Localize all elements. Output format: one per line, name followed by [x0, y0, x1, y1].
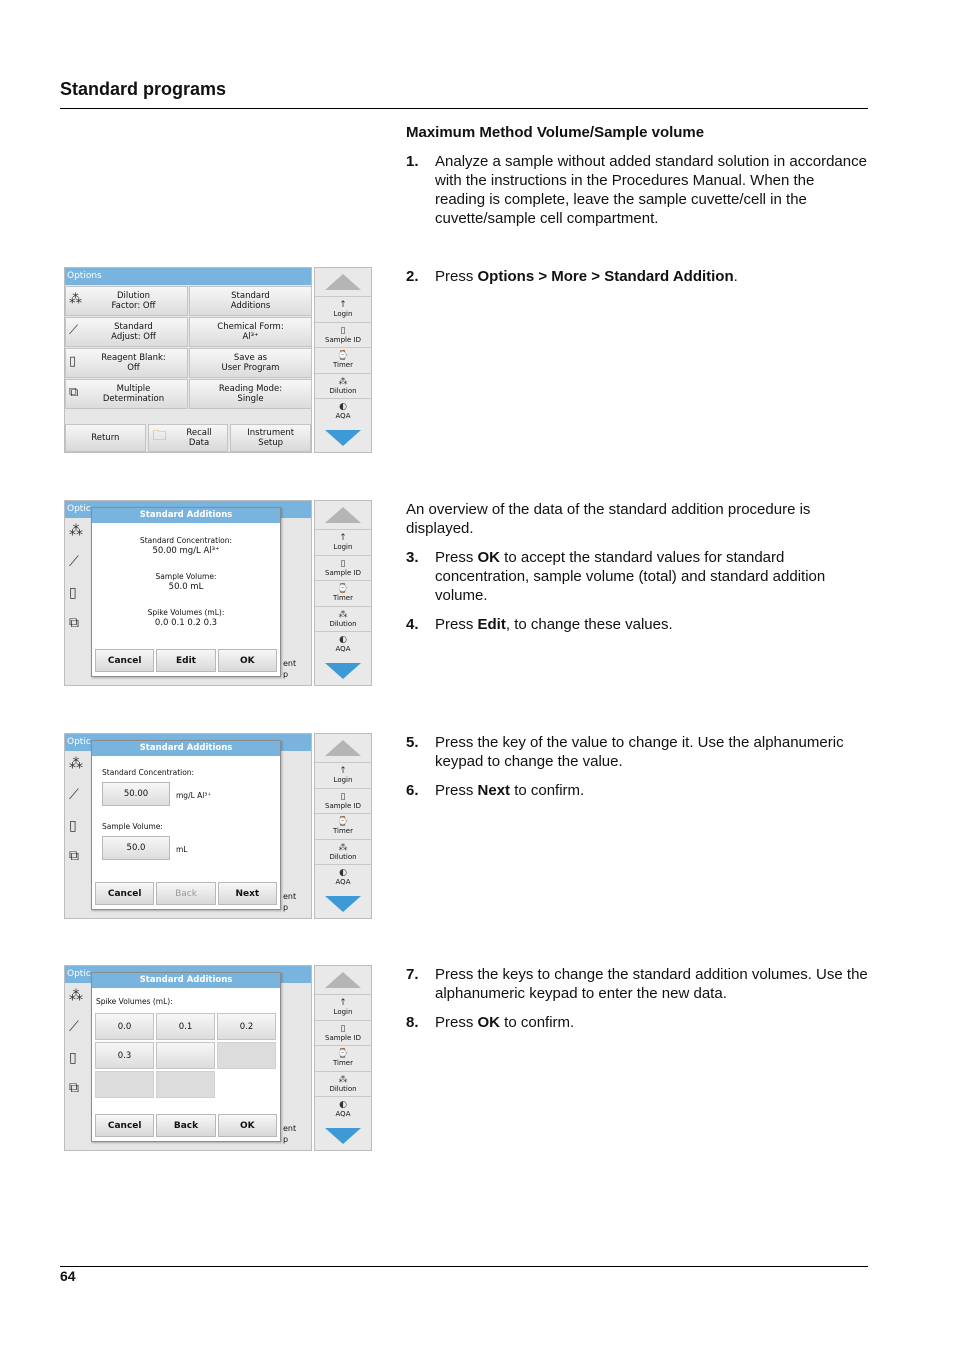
concentration-value: 50.00 mg/L Al³⁺: [152, 546, 220, 556]
step-number: 1.: [406, 153, 419, 170]
background-text-fragment: ent: [283, 659, 297, 668]
step-text-post: to accept the standard values for standard concentration, sample volume (total) and standard addition volume.: [435, 549, 826, 604]
chemical-form-button[interactable]: [189, 317, 312, 347]
step-3: [406, 548, 868, 605]
aqa-icon: ◐: [339, 868, 347, 879]
sample-id-icon: ▯: [340, 1023, 346, 1034]
button-label: Timer: [332, 361, 353, 370]
standard-adjust-icon: ⟋: [69, 554, 79, 570]
arrow-down-icon: [325, 896, 361, 912]
sample-id-button[interactable]: [315, 788, 371, 814]
scroll-up-button[interactable]: [315, 501, 371, 529]
dilution-side-button[interactable]: [315, 1071, 371, 1097]
dilution-icon: ⁂: [69, 292, 82, 307]
edit-button[interactable]: Edit: [156, 649, 215, 672]
reagent-blank-icon: ▯: [69, 354, 77, 369]
sample-id-icon: ▯: [340, 558, 346, 569]
button-label: Sample ID: [325, 801, 361, 810]
button-label: Chemical Form: Al³⁺: [217, 322, 284, 342]
timer-icon: ⌚: [337, 351, 349, 362]
ok-button[interactable]: OK: [218, 649, 277, 672]
button-label: AQA: [335, 878, 351, 887]
timer-button[interactable]: [315, 580, 371, 606]
step-6: [406, 781, 868, 800]
aqa-button[interactable]: [315, 864, 371, 890]
sample-id-button[interactable]: [315, 1020, 371, 1046]
step-2-block: [406, 267, 868, 296]
dialog-summary: [92, 523, 280, 628]
standard-adjust-icon: ⟋: [69, 787, 79, 803]
step-text-post: , to change these values.: [505, 616, 673, 633]
step-number: 8.: [406, 1014, 419, 1031]
sample-volume-input[interactable]: 50.0: [102, 836, 170, 860]
aqa-icon: ◐: [339, 402, 347, 413]
button-label: Timer: [332, 1059, 353, 1068]
dilution-icon: ⁂: [338, 376, 348, 387]
background-text-fragment: p: [283, 670, 289, 679]
arrow-up-icon: [325, 972, 361, 988]
step-number: 7.: [406, 966, 419, 983]
aqa-icon: ◐: [339, 1100, 347, 1111]
back-button[interactable]: Back: [156, 882, 215, 905]
dilution-icon: ⁂: [69, 523, 83, 539]
reading-mode-button[interactable]: [189, 379, 312, 409]
button-label: Dilution Factor: Off: [111, 291, 156, 311]
standard-additions-dialog: [91, 740, 281, 910]
arrow-down-icon: [325, 1128, 361, 1144]
step-1: [406, 152, 868, 228]
header-rule: [60, 108, 868, 109]
step-text-bold: Next: [477, 782, 511, 799]
reagent-blank-icon: ▯: [69, 585, 77, 601]
button-label: Login: [333, 310, 353, 319]
button-label: AQA: [335, 1110, 351, 1119]
button-label: Login: [333, 1008, 353, 1017]
step-number: 2.: [406, 268, 419, 285]
scroll-down-button[interactable]: [315, 426, 371, 450]
timer-button[interactable]: [315, 813, 371, 839]
ok-button[interactable]: OK: [218, 1114, 277, 1137]
side-toolbar: [314, 733, 372, 919]
step-4: [406, 615, 868, 634]
reagent-blank-icon: ▯: [69, 818, 77, 834]
concentration-unit: mg/L Al³⁺: [176, 791, 212, 800]
side-toolbar: [314, 500, 372, 686]
aqa-button[interactable]: [315, 631, 371, 657]
step-text-bold: Options > More > Standard Addition: [477, 268, 734, 285]
dialog-buttons: [95, 649, 277, 672]
overview-screenshot: [64, 500, 372, 686]
step-text: [435, 1013, 868, 1032]
sample-id-button[interactable]: [315, 555, 371, 581]
step-text-post: to confirm.: [510, 782, 585, 799]
standard-additions-dialog: [91, 507, 281, 677]
button-label: Reading Mode: Single: [218, 384, 283, 404]
login-button[interactable]: [315, 762, 371, 788]
arrow-up-icon: [325, 740, 361, 756]
intro-block: [406, 123, 868, 238]
scroll-down-button[interactable]: [315, 1124, 371, 1148]
step-text-post: to confirm.: [500, 1014, 575, 1031]
arrow-down-icon: [325, 663, 361, 679]
sample-id-button[interactable]: [315, 322, 371, 348]
step-text: Press the keys to change the standard addition volumes. Use the alphanumeric keypad to enter the new data.: [435, 966, 868, 1002]
standard-adjust-icon: ⟋: [69, 323, 79, 338]
save-user-program-button[interactable]: [189, 348, 312, 378]
button-label: Dilution: [329, 619, 357, 628]
subsection-title: Maximum Method Volume/Sample volume: [406, 124, 705, 141]
step-5: [406, 733, 868, 771]
spike-volume-key[interactable]: 0.1: [156, 1013, 215, 1040]
section-heading: Standard programs: [60, 79, 227, 99]
standard-additions-dialog: [91, 972, 281, 1142]
arrow-down-icon: [325, 430, 361, 446]
spike-block: [406, 965, 868, 1042]
timer-icon: ⌚: [337, 584, 349, 595]
multiple-determination-icon: ⧉: [69, 848, 79, 864]
spike-volume-key-empty[interactable]: [156, 1042, 215, 1069]
spike-screenshot: [64, 965, 372, 1151]
arrow-up-icon: [325, 274, 361, 290]
dilution-icon: ⁂: [338, 609, 348, 620]
button-label: Sample ID: [325, 568, 361, 577]
step-number: 3.: [406, 549, 419, 566]
step-number: 5.: [406, 734, 419, 751]
concentration-label: Standard Concentration:: [139, 536, 233, 545]
page-number: 64: [60, 1268, 76, 1284]
standard-adjust-button[interactable]: [65, 317, 188, 347]
button-label: Login: [333, 776, 353, 785]
standard-adjust-icon: ⟋: [69, 1019, 79, 1035]
button-label: Timer: [332, 594, 353, 603]
button-label: Timer: [332, 827, 353, 836]
timer-button[interactable]: [315, 1045, 371, 1071]
dilution-factor-button[interactable]: [65, 286, 188, 316]
sample-id-icon: ▯: [340, 791, 346, 802]
step-text: [435, 548, 868, 605]
scroll-up-button[interactable]: [315, 734, 371, 762]
step-text: [435, 267, 868, 286]
step-text: [435, 615, 868, 634]
sample-volume-value: 50.0 mL: [168, 582, 204, 592]
button-label: Reagent Blank: Off: [101, 353, 166, 373]
button-label: Recall Data: [186, 428, 212, 448]
step-text-bold: OK: [477, 549, 501, 566]
scroll-down-button[interactable]: [315, 892, 371, 916]
button-label: Sample ID: [325, 335, 361, 344]
button-label: AQA: [335, 412, 351, 421]
spike-volumes-label: Spike Volumes (mL):: [147, 608, 225, 617]
button-label: Standard Adjust: Off: [111, 322, 156, 342]
dilution-icon: ⁂: [338, 1074, 348, 1085]
reagent-blank-button[interactable]: [65, 348, 188, 378]
aqa-button[interactable]: [315, 398, 371, 424]
button-label: Save as User Program: [221, 353, 280, 373]
dialog-title: Standard Additions: [92, 973, 280, 988]
arrow-up-icon: [325, 507, 361, 523]
dialog-title: Standard Additions: [92, 508, 280, 523]
dilution-icon: ⁂: [69, 988, 83, 1004]
options-title: Options: [65, 268, 311, 285]
cancel-button[interactable]: Cancel: [95, 882, 154, 905]
footer-rule: [60, 1266, 868, 1267]
sample-volume-label: Sample Volume:: [155, 572, 217, 581]
spike-volume-key[interactable]: 0.3: [95, 1042, 154, 1069]
side-toolbar: [314, 267, 372, 453]
multiple-determination-button[interactable]: [65, 379, 188, 409]
step-2: [406, 267, 868, 286]
login-icon: ↑: [339, 300, 347, 311]
aqa-button[interactable]: [315, 1096, 371, 1122]
side-toolbar: [314, 965, 372, 1151]
aqa-icon: ◐: [339, 635, 347, 646]
sample-volume-unit: mL: [176, 845, 188, 854]
step-8: [406, 1013, 868, 1032]
multiple-determination-icon: ⧉: [69, 1080, 79, 1096]
button-label: Multiple Determination: [102, 384, 165, 404]
button-label: AQA: [335, 645, 351, 654]
dialog-buttons: [95, 1114, 277, 1137]
step-number: 4.: [406, 616, 419, 633]
reagent-blank-icon: ▯: [69, 1050, 77, 1066]
options-bottom-bar: [65, 424, 311, 452]
step-text-post: .: [733, 268, 738, 285]
spike-volume-key-disabled: [95, 1071, 154, 1098]
step-text: Analyze a sample without added standard solution in accordance with the instructions in the Procedures Manual. When the reading is complete, leave the sample cuvette/cell in the cuvette/sample cell compartment.: [435, 153, 867, 227]
login-icon: ↑: [339, 533, 347, 544]
cancel-button[interactable]: Cancel: [95, 649, 154, 672]
options-screenshot: [64, 267, 372, 453]
step-text-pre: Press: [435, 782, 478, 799]
timer-icon: ⌚: [337, 817, 349, 828]
options-title: Optic: [65, 501, 311, 518]
dialog-title: Standard Additions: [92, 741, 280, 756]
cancel-button[interactable]: Cancel: [95, 1114, 154, 1137]
dilution-icon: ⁂: [69, 756, 83, 772]
step-text-pre: Press: [435, 616, 478, 633]
dilution-icon: ⁂: [338, 842, 348, 853]
login-button[interactable]: [315, 529, 371, 555]
step-text: [435, 781, 868, 800]
step-text-bold: OK: [477, 1014, 501, 1031]
options-panel: [64, 267, 312, 453]
edit-screenshot: [64, 733, 372, 919]
scroll-down-button[interactable]: [315, 659, 371, 683]
login-icon: ↑: [339, 766, 347, 777]
options-title: Optic: [65, 966, 311, 983]
multiple-determination-icon: ⧉: [69, 385, 79, 400]
spike-volume-key[interactable]: 0.2: [217, 1013, 276, 1040]
spike-volumes-value: 0.0 0.1 0.2 0.3: [154, 618, 218, 628]
back-button[interactable]: Back: [156, 1114, 215, 1137]
standard-additions-button[interactable]: [189, 286, 312, 316]
step-text-pre: Press: [435, 268, 478, 285]
edit-block: [406, 733, 868, 810]
spike-volume-key[interactable]: 0.0: [95, 1013, 154, 1040]
sample-volume-label: Sample Volume:: [102, 822, 163, 831]
step-text: Press the key of the value to change it. Use the alphanumeric keypad to change the value.: [435, 734, 844, 770]
overview-text: An overview of the data of the standard addition procedure is displayed.: [406, 501, 811, 537]
timer-button[interactable]: [315, 347, 371, 373]
concentration-input[interactable]: 50.00: [102, 782, 170, 806]
button-label: Sample ID: [325, 1033, 361, 1042]
concentration-label: Standard Concentration:: [102, 768, 195, 777]
background-text-fragment: ent: [283, 892, 297, 901]
spike-volume-grid: [95, 1013, 276, 1098]
recall-data-button[interactable]: [148, 424, 229, 452]
step-text-pre: Press: [435, 1014, 478, 1031]
spike-volumes-label: Spike Volumes (mL):: [96, 997, 173, 1006]
dialog-buttons: [95, 882, 277, 905]
step-number: 6.: [406, 782, 419, 799]
step-text-pre: Press: [435, 549, 478, 566]
dilution-side-button[interactable]: [315, 606, 371, 632]
multiple-determination-icon: ⧉: [69, 615, 79, 631]
login-button[interactable]: [315, 296, 371, 322]
background-text-fragment: p: [283, 1135, 289, 1144]
background-text-fragment: ent: [283, 1124, 297, 1133]
options-grid: [65, 285, 311, 409]
button-label: Dilution: [329, 852, 357, 861]
step-text-bold: Edit: [477, 616, 506, 633]
login-icon: ↑: [339, 998, 347, 1009]
dilution-side-button[interactable]: [315, 373, 371, 399]
dilution-side-button[interactable]: [315, 839, 371, 865]
login-button[interactable]: [315, 994, 371, 1020]
button-label: Dilution: [329, 1084, 357, 1093]
step-7: [406, 965, 868, 1003]
return-button[interactable]: Return: [65, 424, 146, 452]
folder-icon: 🗀: [152, 428, 167, 444]
instrument-setup-button[interactable]: Instrument Setup: [230, 424, 311, 452]
sample-id-icon: ▯: [340, 325, 346, 336]
options-title: Optic: [65, 734, 311, 751]
spike-volume-key-disabled: [156, 1071, 215, 1098]
button-label: Standard Additions: [230, 291, 271, 311]
next-button[interactable]: Next: [218, 882, 277, 905]
button-label: Login: [333, 543, 353, 552]
scroll-up-button[interactable]: [315, 966, 371, 994]
button-label: Dilution: [329, 386, 357, 395]
timer-icon: ⌚: [337, 1049, 349, 1060]
background-text-fragment: p: [283, 903, 289, 912]
spike-volume-placeholder: [217, 1071, 276, 1098]
spike-volume-key-disabled: [217, 1042, 276, 1069]
scroll-up-button[interactable]: [315, 268, 371, 296]
overview-block: [406, 500, 868, 644]
